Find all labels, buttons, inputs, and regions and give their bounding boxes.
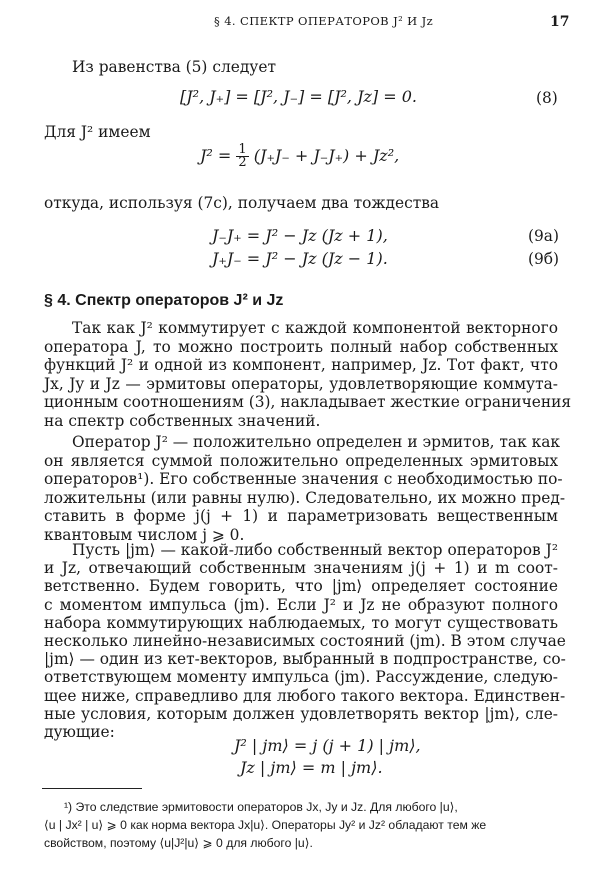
equation-9b: J₊J₋ = J² − Jz (Jz − 1). — [212, 249, 388, 268]
paragraph-1-line: функций J² и одной из компонент, например, Jz. Тот факт, что — [44, 356, 558, 375]
paragraph-3-line: дующие: — [44, 723, 115, 741]
equation-eigen-jz: Jz | jm⟩ = m | jm⟩. — [240, 758, 383, 777]
equation-8: [J², J₊] = [J², J₋] = [J², Jz] = 0. — [180, 87, 418, 106]
equation-9a: J₋J₊ = J² − Jz (Jz + 1), — [212, 226, 388, 245]
footnote-line: свойством, поэтому ⟨u|J²|u⟩ ⩾ 0 для любого |u⟩. — [44, 836, 313, 850]
footnote-line: ¹) Это следствие эрмитовости операторов Jx, Jy и Jz. Для любого |u⟩, — [64, 800, 458, 814]
paragraph-2-line: он является суммой положительно определенных эрмитовых — [44, 451, 558, 470]
equation-eigen-j2: J² | jm⟩ = j (j + 1) | jm⟩, — [234, 736, 421, 755]
paragraph-1-line: на спектр собственных значений. — [44, 412, 321, 430]
text-line-2: Для J² имеем — [44, 123, 151, 141]
paragraph-3-line: Пусть |jm⟩ — какой-либо собственный вектор операторов J² — [72, 541, 558, 559]
paragraph-2-line: ставить в форме j(j + 1) и параметризовать вещественным — [44, 507, 558, 526]
paragraph-1-line: Так как J² коммутирует с каждой компонентой векторного — [72, 319, 558, 337]
paragraph-1-line: Jx, Jy и Jz — эрмитовы операторы, удовлетворяющие коммута- — [44, 374, 558, 393]
paragraph-3-line: и Jz, отвечающий собственным значениям j(j + 1) и m соот- — [44, 559, 558, 578]
paragraph-2-line: Оператор J² — положительно определен и эрмитов, так как — [72, 433, 561, 451]
text-line-3: откуда, используя (7c), получаем два тождества — [44, 194, 440, 212]
equation-j2-right: (J₊J₋ + J₋J₊) + Jz², — [253, 146, 400, 165]
section-heading: § 4. Спектр операторов J² и Jz — [44, 292, 284, 309]
paragraph-1-line: ционным соотношениям (3), накладывает жесткие ограничения — [44, 393, 572, 412]
paragraph-3-line: ветственно. Будем говорить, что |jm⟩ определяет состояние — [44, 577, 558, 596]
footnote-line: ⟨u | Jx² | u⟩ ⩾ 0 как норма вектора Jx|u⟩. Операторы Jy² и Jz² обладают тем же — [44, 818, 487, 832]
paragraph-1-line: оператора J, то можно построить полный набор собственных — [44, 337, 558, 356]
equation-j2-left: J² = — [200, 146, 232, 165]
equation-j2 — [200, 144, 399, 169]
fraction-one-half — [236, 144, 248, 169]
paragraph-2-line: ложительны (или равны нулю). Следовательно, их можно пред- — [44, 488, 566, 507]
paragraph-2-line: операторов¹). Его собственные значения с необходимостью по- — [44, 470, 563, 489]
paragraph-3-line: щее ниже, справедливо для любого такого вектора. Единствен- — [44, 686, 566, 705]
paragraph-3-line: набора коммутирующих наблюдаемых, то могут существовать — [44, 613, 558, 632]
equation-9a-number: (9а) — [528, 227, 559, 245]
page-number: 17 — [550, 14, 570, 30]
fraction-denominator: 2 — [238, 155, 247, 170]
fraction-numerator: 1 — [238, 142, 247, 157]
paragraph-3-line: с моментом импульса (jm). Если J² и Jz не образуют полного — [44, 595, 558, 614]
paragraph-3-line: ответствующем моменту импульса (jm). Рассуждение, следую- — [44, 668, 558, 687]
running-header: § 4. СПЕКТР ОПЕРАТОРОВ J² И Jz — [214, 14, 434, 28]
paragraph-3-line: несколько линейно-независимых состояний (jm). В этом случае — [44, 632, 566, 650]
equation-8-number: (8) — [536, 89, 558, 107]
paragraph-2-line: квантовым числом j ⩾ 0. — [44, 526, 245, 544]
paragraph-3-line: |jm⟩ — один из кет-векторов, выбранный в подпространстве, со- — [44, 650, 566, 669]
text-line-1: Из равенства (5) следует — [72, 58, 276, 76]
paragraph-3-line: ные условия, которым должен удовлетворять вектор |jm⟩, сле- — [44, 704, 558, 723]
footnote-rule — [42, 788, 142, 789]
equation-9b-number: (9б) — [528, 250, 560, 268]
